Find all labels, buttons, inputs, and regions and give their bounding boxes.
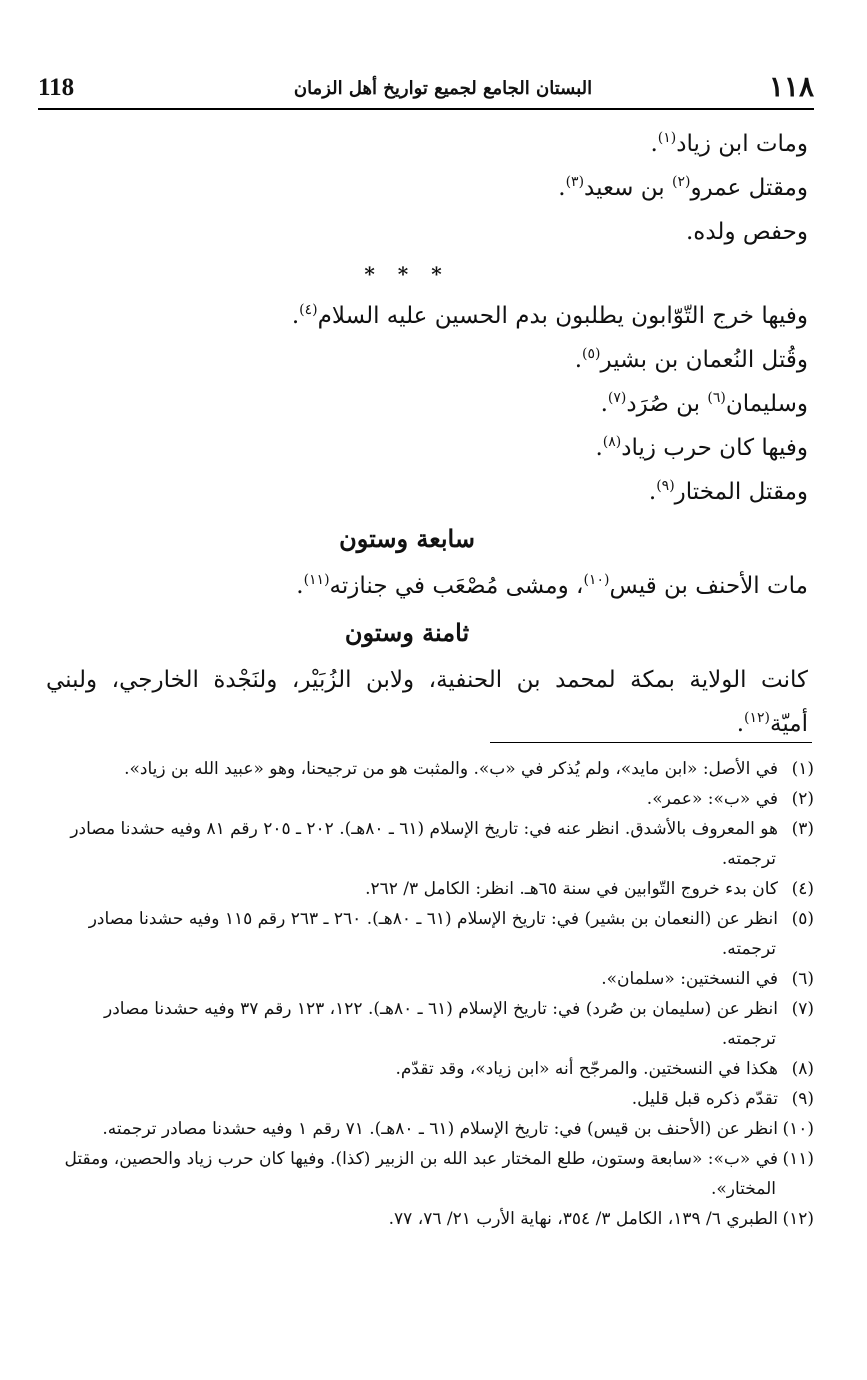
footnote-ref[interactable]: (٦) bbox=[707, 390, 726, 406]
footnote-10: (١٠)انظر عن (الأحنف بن قيس) في: تاريخ الإسلام (٦١ ـ ٨٠هـ). ٧١ رقم ١ وفيه حشدنا مصادر ترجمته. bbox=[46, 1114, 814, 1144]
footnote-11: (١١)في «ب»: «سابعة وستون، طلع المختار عبد الله بن الزبير (كذا). وفيها كان حرب زياد والحصين، ومقتل المختار». bbox=[46, 1144, 814, 1204]
footnote-number: (٦) bbox=[791, 969, 814, 989]
page-header bbox=[38, 72, 814, 110]
header-rule bbox=[38, 108, 814, 110]
footnote-number: (٧) bbox=[791, 999, 814, 1019]
footnote-12: (١٢)الطبري ٦/ ١٣٩، الكامل ٣/ ٣٥٤، نهاية الأرب ٢١/ ٧٦، ٧٧. bbox=[46, 1204, 814, 1234]
section-separator: * * * bbox=[364, 262, 450, 286]
footnote-9: (٩)تقدّم ذكره قبل قليل. bbox=[46, 1084, 814, 1114]
footnote-ref[interactable]: (٨) bbox=[602, 434, 622, 450]
text-line-numan: وقُتل النُعمان بن بشير$^{(٥)}$. bbox=[574, 346, 808, 373]
footnote-rule bbox=[490, 742, 812, 743]
text-line-hafs: وحفص ولده. bbox=[686, 219, 808, 245]
year-heading-68: ثامنة وستون bbox=[344, 618, 470, 647]
footnote-ref[interactable]: (٣) bbox=[565, 174, 585, 190]
text-line-ahnaf: مات الأحنف بن قيس$^{(١٠)}$، ومشى مُصْعَب في جنازته$^{(١١)}$. bbox=[296, 572, 808, 599]
footnotes bbox=[46, 754, 814, 1234]
footnote-number: (١) bbox=[791, 759, 814, 779]
page-number-arabic: ١١٨ bbox=[768, 70, 814, 103]
footnote-4: (٤)كان بدء خروج التّوابين في سنة ٦٥هـ. انظر: الكامل ٣/ ٢٦٢. bbox=[46, 874, 814, 904]
footnote-3: (٣)هو المعروف بالأشدق. انظر عنه في: تاريخ الإسلام (٦١ ـ ٨٠هـ). ٢٠٢ ـ ٢٠٥ رقم ٨١ وفيه حشدنا مصادر ترجمته. bbox=[46, 814, 814, 874]
footnote-number: (١٢) bbox=[782, 1209, 814, 1229]
footnote-ref[interactable]: (١٠) bbox=[583, 572, 610, 588]
text-line-war-ziyad: وفيها كان حرب زياد$^{(٨)}$. bbox=[595, 434, 808, 461]
text-line-killing-amr: ومقتل عمرو$^{(٢)}$ بن سعيد$^{(٣)}$. bbox=[558, 174, 808, 201]
footnote-ref[interactable]: (١٢) bbox=[744, 710, 771, 726]
text-line-tawwabun: وفيها خرج التّوّابون يطلبون بدم الحسين عليه السلام$^{(٤)}$. bbox=[291, 302, 808, 329]
footnote-ref[interactable]: (٤) bbox=[299, 302, 318, 318]
footnote-number: (٩) bbox=[791, 1089, 814, 1109]
year-heading-67: سابعة وستون bbox=[339, 524, 475, 553]
footnote-number: (٣) bbox=[791, 819, 814, 839]
footnote-ref[interactable]: (٢) bbox=[671, 174, 691, 190]
footnote-ref[interactable]: (١) bbox=[657, 130, 677, 146]
footnote-ref[interactable]: (١١) bbox=[303, 572, 330, 588]
footnote-ref[interactable]: (٩) bbox=[656, 478, 675, 494]
footnote-2: (٢)في «ب»: «عمر». bbox=[46, 784, 814, 814]
footnote-number: (٨) bbox=[791, 1059, 814, 1079]
text-line-death-ibn-ziyad: ومات ابن زياد$^{(١)}$. bbox=[650, 130, 808, 157]
footnote-5: (٥)انظر عن (النعمان بن بشير) في: تاريخ الإسلام (٦١ ـ ٨٠هـ). ٢٦٠ ـ ٢٦٣ رقم ١١٥ وفيه حشدنا مصادر ترجمته. bbox=[46, 904, 814, 964]
running-title: البستان الجامع لجميع تواريخ أهل الزمان bbox=[293, 78, 593, 99]
footnote-number: (٤) bbox=[791, 879, 814, 899]
paragraph-68: كانت الولاية بمكة لمحمد بن الحنفية، ولابن الزُبَيْر، ولنَجْدة الخارجي، ولبني أميّة$^{(١٢)}$. bbox=[46, 667, 808, 737]
footnote-ref[interactable]: (٧) bbox=[607, 390, 627, 406]
main-text bbox=[46, 122, 808, 746]
footnote-1: (١)في الأصل: «ابن مايد»، ولم يُذكر في «ب». والمثبت هو من ترجيحنا، وهو «عبيد الله بن زياد». bbox=[46, 754, 814, 784]
text-line-mukhtar: ومقتل المختار$^{(٩)}$. bbox=[648, 478, 808, 505]
footnote-8: (٨)هكذا في النسختين. والمرجّح أنه «ابن زياد»، وقد تقدّم. bbox=[46, 1054, 814, 1084]
footnote-number: (٥) bbox=[791, 909, 814, 929]
footnote-6: (٦)في النسختين: «سلمان». bbox=[46, 964, 814, 994]
footnote-ref[interactable]: (٥) bbox=[582, 346, 601, 362]
text-line-sulayman: وسليمان$^{(٦)}$ بن صُرَد$^{(٧)}$. bbox=[600, 390, 808, 417]
footnote-number: (١١) bbox=[782, 1149, 814, 1169]
page-number-latin: 118 bbox=[38, 74, 75, 101]
footnote-number: (١٠) bbox=[782, 1119, 814, 1139]
footnote-number: (٢) bbox=[791, 789, 814, 809]
footnote-7: (٧)انظر عن (سليمان بن صُرد) في: تاريخ الإسلام (٦١ ـ ٨٠هـ). ١٢٢، ١٢٣ رقم ٣٧ وفيه حشدنا مصادر ترجمته. bbox=[46, 994, 814, 1054]
